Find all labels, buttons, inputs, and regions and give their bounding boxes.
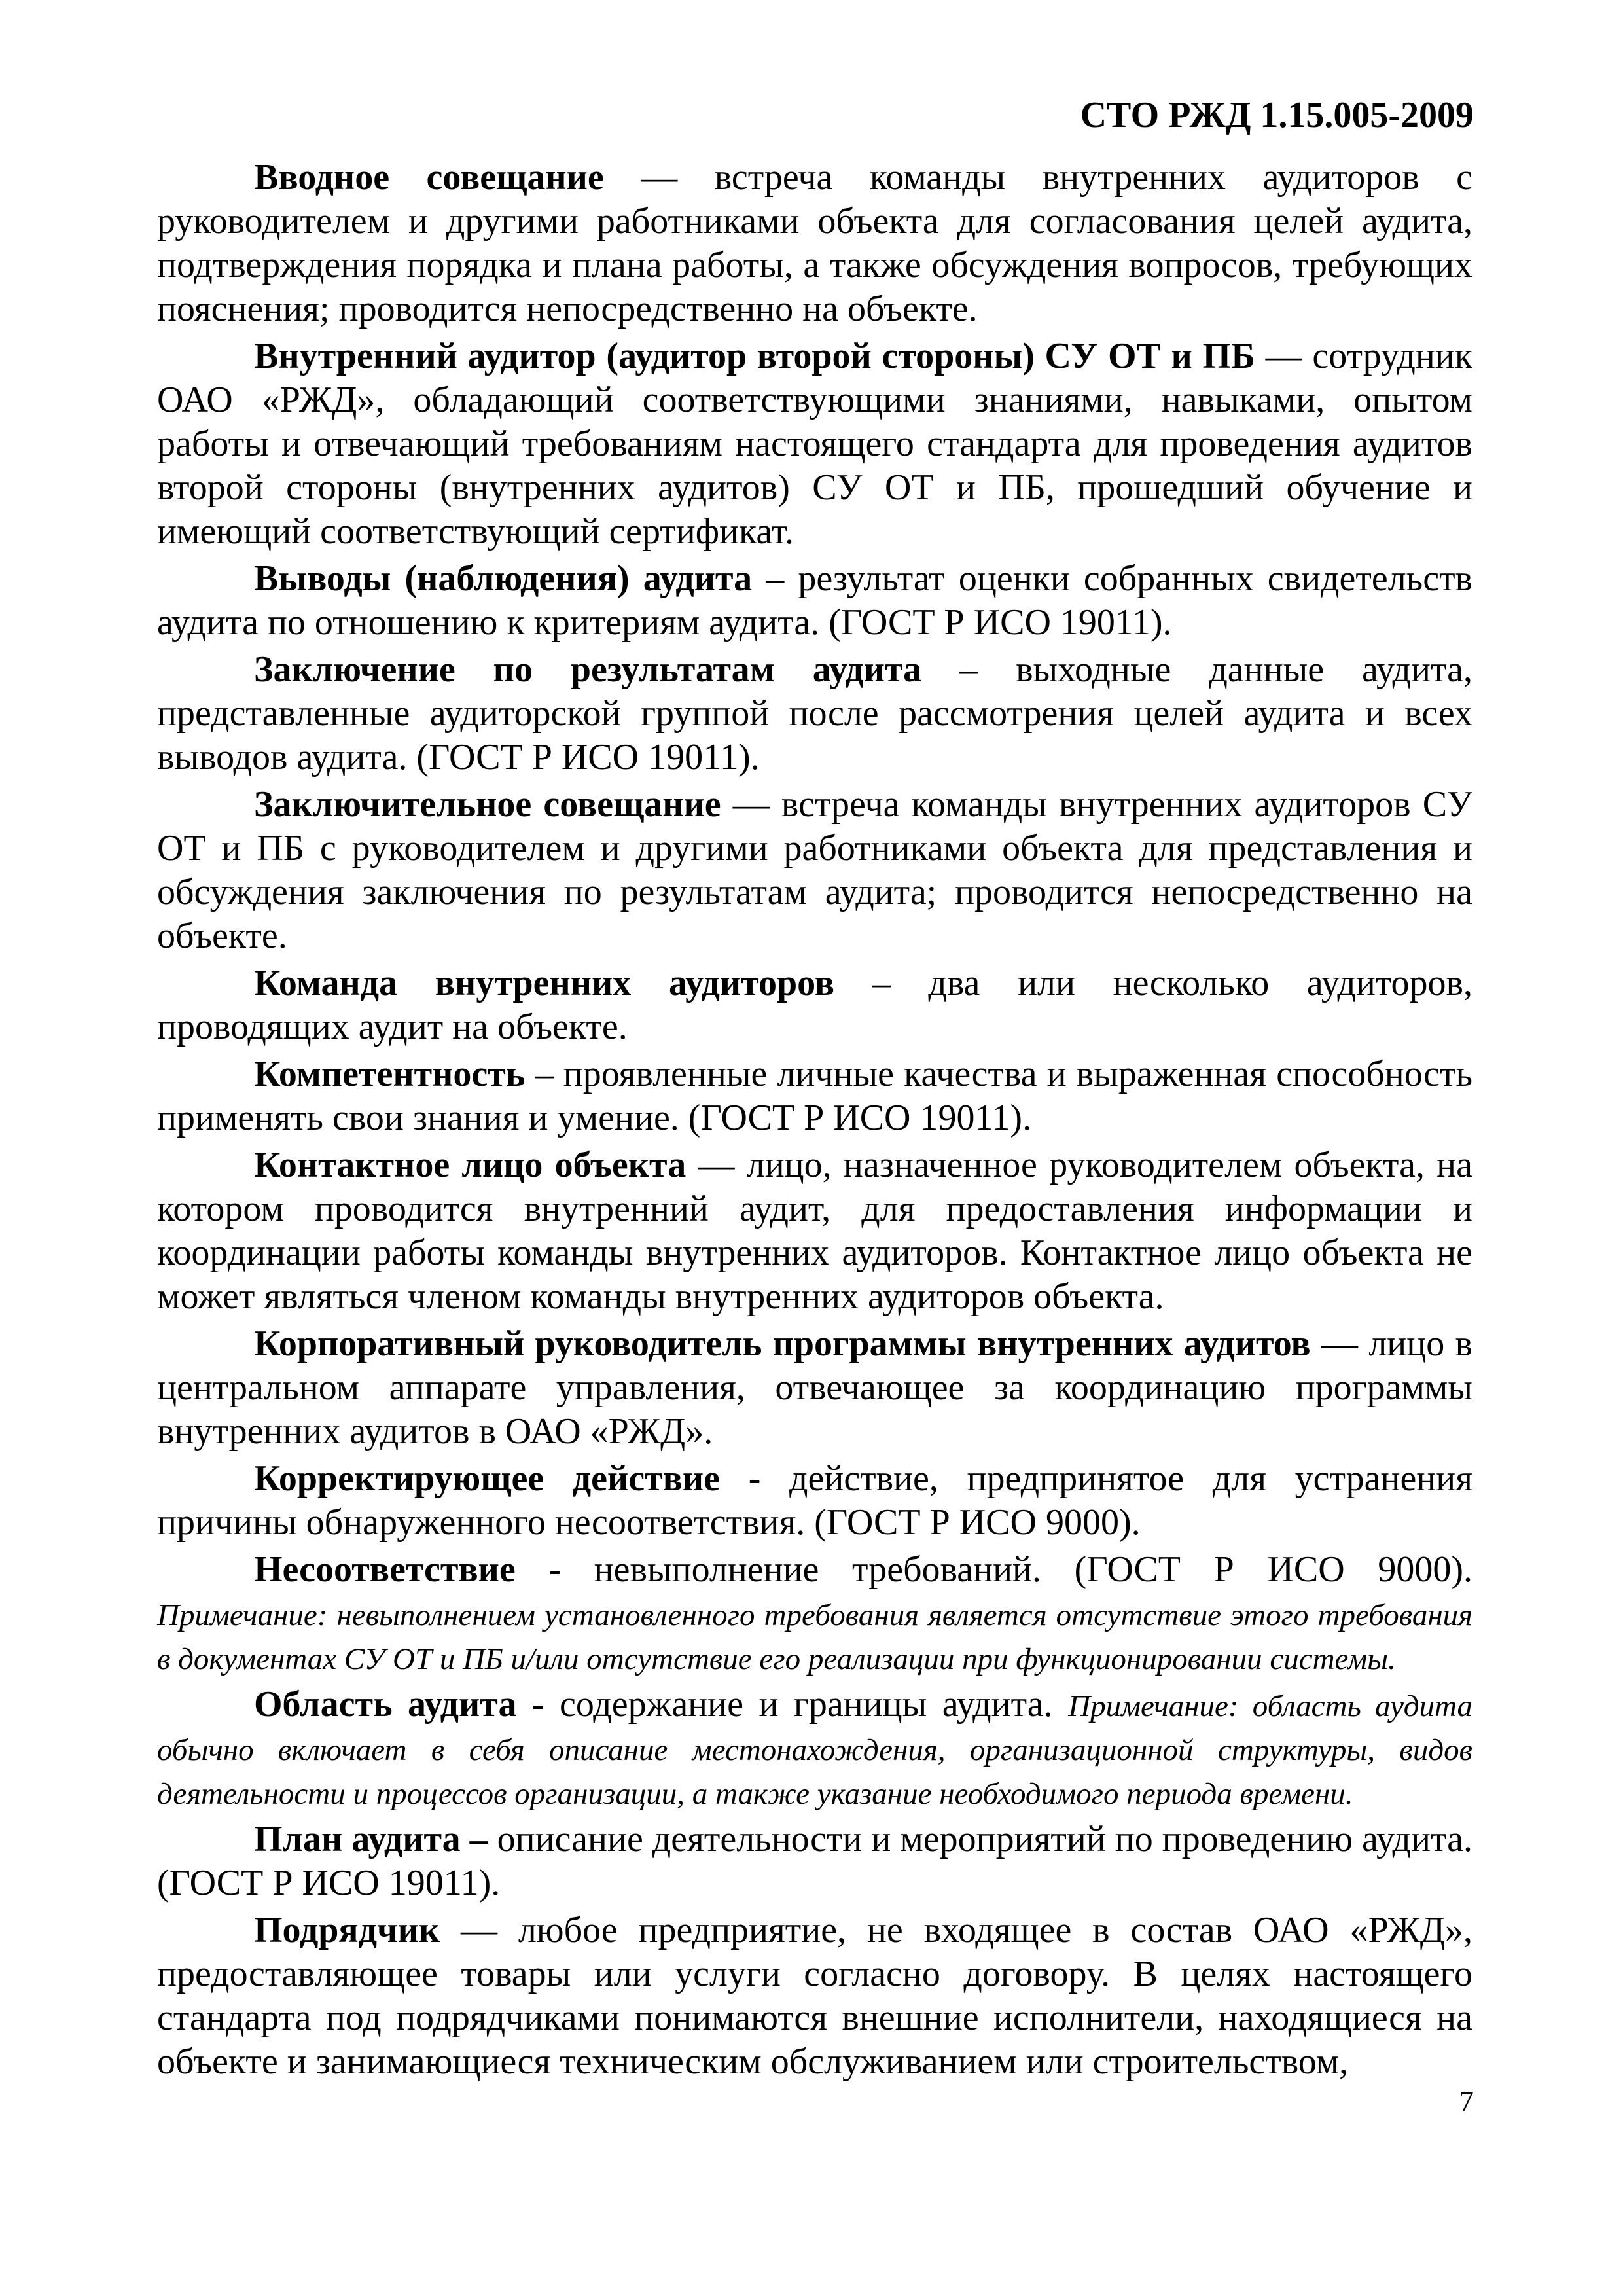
definition-entry	[157, 1909, 1472, 2084]
note-text: Примечание: невыполнением установленного требования является отсутствие этого требования в документах СУ ОТ и ПБ и/или отсутствие его реализации при функционировании системы.	[157, 1598, 1472, 1676]
definition-text: — лицо, назначенное руководителем объекта, на котором проводится внутренний аудит, для предоставления информации и координации работы команды внутренних аудиторов. Контактное лицо объекта не может являться членом команды внутренних аудиторов объекта.	[157, 1145, 1473, 1317]
definition-entry	[157, 1322, 1472, 1454]
definition-text: — сотрудник ОАО «РЖД», обладающий соответствующими знаниями, навыками, опытом работы и отвечающий требованиям настоящего стандарта для проведения аудитов второй стороны (внутренних аудитов) СУ ОТ и ПБ, прошедший обучение и имеющий соответствующий сертификат.	[157, 336, 1472, 552]
definition-entry	[157, 1052, 1472, 1140]
note-text: Примечание: область аудита обычно включает в себя описание местонахождения, организационной структуры, видов деятельности и процессов организации, а также указание необходимого периода времени.	[157, 1689, 1472, 1811]
definition-text: описание деятельности и мероприятий по проведению аудита. (ГОСТ Р ИСО 19011).	[157, 1819, 1473, 1903]
definition-text: — встреча команды внутренних аудиторов с руководителем и другими работниками объекта для согласования целей аудита, подтверждения порядка и плана работы, а также обсуждения вопросов, требующих пояснения; проводится непосредственно на объекте.	[157, 157, 1472, 329]
definition-text: – результат оценки собранных свидетельств аудита по отношению к критериям аудита. (ГОСТ Р ИСО 19011).	[157, 558, 1472, 643]
term: Область аудита	[254, 1684, 517, 1725]
term: Внутренний аудитор (аудитор второй стороны) СУ ОТ и ПБ	[254, 336, 1256, 376]
definition-entry	[157, 1143, 1472, 1319]
definition-text: - содержание и границы аудита.	[516, 1684, 1069, 1725]
definition-entry	[157, 783, 1472, 958]
term: Корпоративный руководитель программы внутренних аудитов —	[254, 1323, 1358, 1364]
definition-entry	[157, 961, 1472, 1049]
term: Заключение по результатам аудита	[254, 649, 922, 690]
term: Несоответствие	[254, 1549, 516, 1590]
definition-text: – два или несколько аудиторов, проводящих аудит на объекте.	[157, 963, 1472, 1047]
term: Вводное совещание	[254, 157, 604, 198]
definition-text: — встреча команды внутренних аудиторов СУ ОТ и ПБ с руководителем и другими работниками объекта для представления и обсуждения заключения по результатам аудита; проводится непосредственно на объекте.	[157, 784, 1472, 956]
definition-text: — любое предприятие, не входящее в состав ОАО «РЖД», предоставляющее товары или услуги согласно договору. В целях настоящего стандарта под подрядчиками понимаются внешние исполнители, находящиеся на объекте и занимающиеся техническим обслуживанием или строительством,	[157, 1910, 1472, 2082]
definition-text: - невыполнение требований. (ГОСТ Р ИСО 9000).	[515, 1549, 1472, 1590]
term: План аудита –	[254, 1819, 488, 1859]
definition-entry	[157, 1457, 1472, 1545]
term: Подрядчик	[254, 1910, 440, 1950]
definition-text: - действие, предпринятое для устранения причины обнаруженного несоответствия. (ГОСТ Р ИСО 9000).	[157, 1458, 1472, 1543]
definition-entry	[157, 156, 1472, 331]
definition-entry	[157, 1683, 1472, 1814]
definition-entry	[157, 648, 1472, 780]
definition-entry	[157, 557, 1472, 645]
definition-entry	[157, 1548, 1472, 1679]
page-number: 7	[1459, 2085, 1474, 2118]
definition-text: – проявленные личные качества и выраженная способность применять свои знания и умение. (ГОСТ Р ИСО 19011).	[157, 1054, 1472, 1138]
definition-text: – выходные данные аудита, представленные аудиторской группой после рассмотрения целей аудита и всех выводов аудита. (ГОСТ Р ИСО 19011).	[157, 649, 1472, 778]
term: Выводы (наблюдения) аудита	[254, 558, 753, 599]
term: Контактное лицо объекта	[254, 1145, 687, 1185]
term: Корректирующее действие	[254, 1458, 721, 1499]
definition-text: лицо в центральном аппарате управления, отвечающее за координацию программы внутренних аудитов в ОАО «РЖД».	[157, 1323, 1473, 1452]
term: Команда внутренних аудиторов	[254, 963, 834, 1003]
definition-entry	[157, 334, 1472, 554]
definition-entry	[157, 1818, 1472, 1905]
term: Компетентность	[254, 1054, 526, 1094]
document-code-header: СТО РЖД 1.15.005-2009	[1080, 95, 1474, 135]
term: Заключительное совещание	[254, 784, 721, 825]
definitions-list	[157, 156, 1472, 2087]
